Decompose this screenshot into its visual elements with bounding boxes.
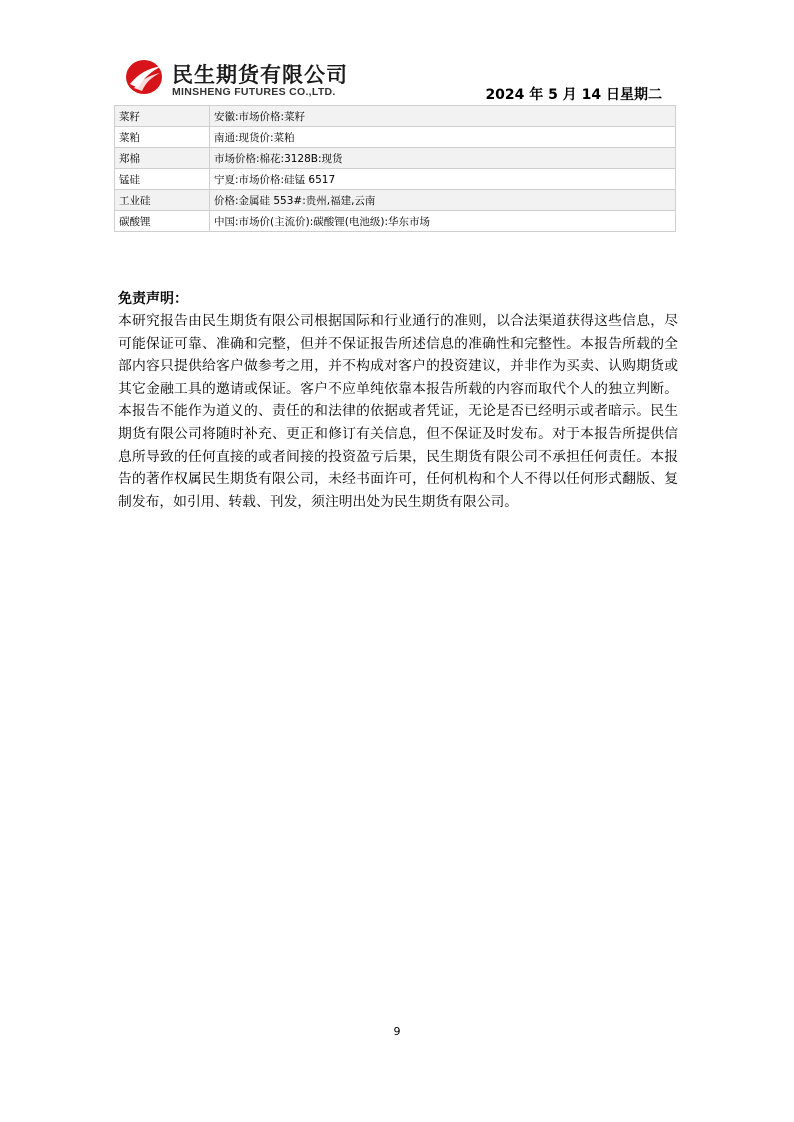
logo-english-name: MINSHENG FUTURES CO.,LTD. bbox=[172, 86, 336, 98]
table-row bbox=[115, 106, 676, 127]
disclaimer-section bbox=[118, 288, 678, 513]
company-logo bbox=[124, 56, 364, 100]
commodity-name-cell: 菜籽 bbox=[115, 106, 210, 127]
price-source-cell: 价格:金属硅 553#:贵州,福建,云南 bbox=[210, 190, 676, 211]
commodity-name-cell: 菜粕 bbox=[115, 127, 210, 148]
table-row bbox=[115, 190, 676, 211]
table-row bbox=[115, 211, 676, 232]
price-source-cell: 安徽:市场价格:菜籽 bbox=[210, 106, 676, 127]
price-source-cell: 南通:现货价:菜粕 bbox=[210, 127, 676, 148]
table-row bbox=[115, 127, 676, 148]
minsheng-logo-icon bbox=[124, 58, 164, 96]
page-header bbox=[118, 52, 676, 102]
price-source-cell: 中国:市场价(主流价):碳酸锂(电池级):华东市场 bbox=[210, 211, 676, 232]
table-row bbox=[115, 169, 676, 190]
commodity-name-cell: 锰硅 bbox=[115, 169, 210, 190]
price-source-cell: 宁夏:市场价格:硅锰 6517 bbox=[210, 169, 676, 190]
page-number: 9 bbox=[393, 1025, 401, 1038]
data-source-table bbox=[114, 105, 676, 232]
commodity-name-cell: 碳酸锂 bbox=[115, 211, 210, 232]
data-source-table-body bbox=[115, 106, 676, 232]
commodity-name-cell: 工业硅 bbox=[115, 190, 210, 211]
price-source-cell: 市场价格:棉花:3128B:现货 bbox=[210, 148, 676, 169]
commodity-name-cell: 郑棉 bbox=[115, 148, 210, 169]
logo-chinese-name: 民生期货有限公司 bbox=[172, 63, 348, 87]
disclaimer-body: 本研究报告由民生期货有限公司根据国际和行业通行的准则，以合法渠道获得这些信息，尽可能保证可靠、准确和完整，但并不保证报告所述信息的准确性和完整性。本报告所载的全部内容只提供给客户做参考之用，并不构成对客户的投资建议，并非作为买卖、认购期货或其它金融工具的邀请或保证。客户不应单纯依靠本报告所载的内容而取代个人的独立判断。本报告不能作为道义的、责任的和法律的依据或者凭证，无论是否已经明示或者暗示。民生期货有限公司将随时补充、更正和修订有关信息，但不保证及时发布。对于本报告所提供信息所导致的任何直接的或者间接的投资盈亏后果，民生期货有限公司不承担任何责任。本报告的著作权属民生期货有限公司，未经书面许可，任何机构和个人不得以任何形式翻版、复制发布，如引用、转载、刊发，须注明出处为民生期货有限公司。 bbox=[118, 313, 678, 510]
disclaimer-title: 免责声明： bbox=[118, 291, 188, 307]
table-row bbox=[115, 148, 676, 169]
report-date: 2024 年 5 月 14 日星期二 bbox=[485, 87, 662, 103]
